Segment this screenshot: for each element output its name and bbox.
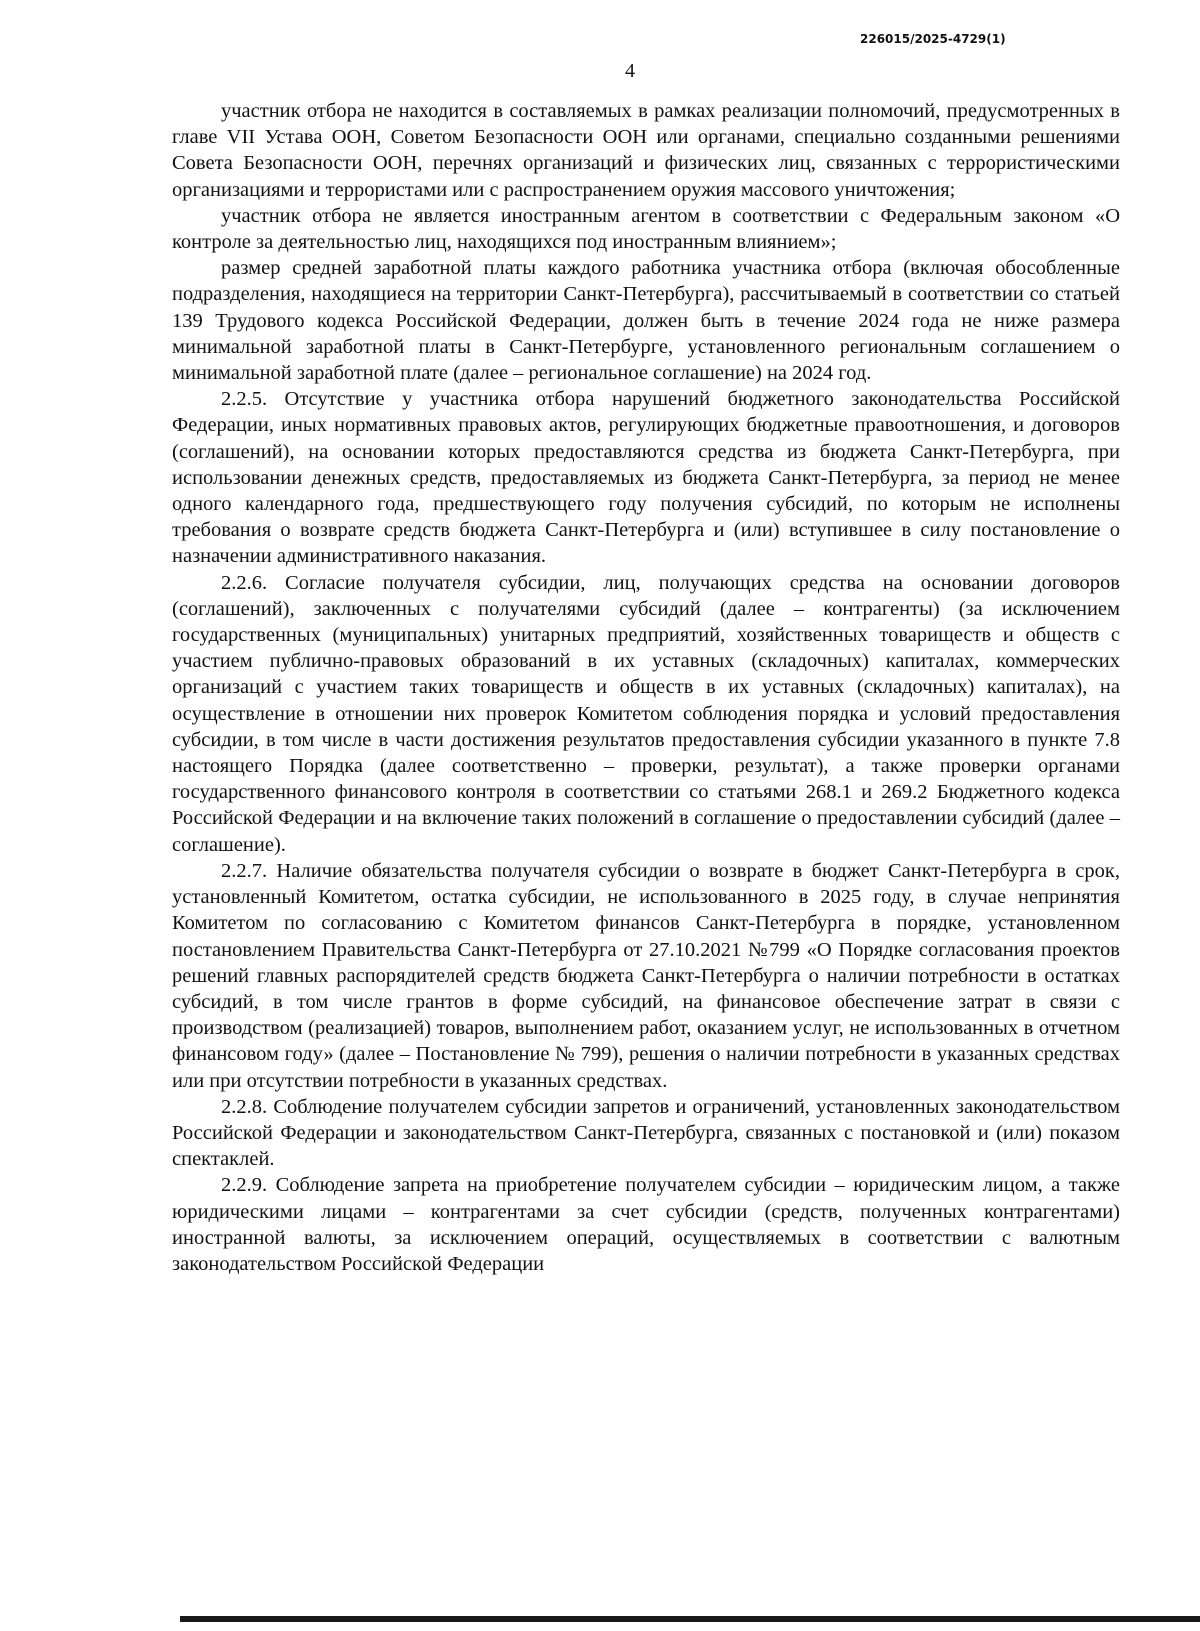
paragraph-2-2-5: 2.2.5. Отсутствие у участника отбора нарушений бюджетного законодательства Российской Федерации, иных нормативных правовых актов, регулирующих бюджетные правоотношения, и договоров (соглашений), на основании которых предоставляются средства из бюджета Санкт-Петербурга, при использовании денежных средств, предоставляемых из бюджета Санкт-Петербурга, за период не менее одного календарного года, предшествующего году получения субсидий, по которым не исполнены требования о возврате средств бюджета Санкт-Петербурга и (или) вступившее в силу постановление о назначении административного наказания. <box>172 388 1120 568</box>
scan-bottom-edge <box>180 1616 1200 1622</box>
paragraph-2-2-7: 2.2.7. Наличие обязательства получателя субсидии о возврате в бюджет Санкт-Петербурга в срок, установленный Комитетом, остатка субсидии, не использованного в 2025 году, в случае непринятия Комитетом по согласованию с Комитетом финансов Санкт-Петербурга в порядке, установленном постановлением Правительства Санкт-Петербурга от 27.10.2021 №799 «О Порядке согласования проектов решений главных распорядителей средств бюджета Санкт-Петербурга о наличии потребности в остатках субсидий, в том числе грантов в форме субсидий, на финансовое обеспечение затрат в связи с производством (реализацией) товаров, выполнением работ, оказанием услуг, не использованных в отчетном финансовом году» (далее – Постановление № 799), решения о наличии потребности в указанных средствах или при отсутствии потребности в указанных средствах. <box>172 859 1120 1092</box>
page-number: 4 <box>625 60 635 82</box>
paragraph-2-2-8: 2.2.8. Соблюдение получателем субсидии запретов и ограничений, установленных законодательством Российской Федерации и законодательством Санкт-Петербурга, связанных с постановкой и (или) показом спектаклей. <box>172 1095 1120 1171</box>
paragraph-foreign-agent: участник отбора не является иностранным агентом в соответствии с Федеральным законом «О контроле за деятельностью лиц, находящихся под иностранным влиянием»; <box>172 204 1120 254</box>
paragraph-un-sanctions: участник отбора не находится в составляемых в рамках реализации полномочий, предусмотренных в главе VII Устава ООН, Советом Безопасности ООН или органами, специально созданными решениями Совета Безопасности ООН, перечнях организаций и физических лиц, связанных с террористическими организациями и террористами или с распространением оружия массового уничтожения; <box>172 100 1120 201</box>
paragraph-2-2-9: 2.2.9. Соблюдение запрета на приобретение получателем субсидии – юридическим лицом, а также юридическими лицами – контрагентами за счет субсидии (средств, полученных контрагентами) иностранной валюты, за исключением операций, осуществляемых в соответствии с валютным законодательством Российской Федерации <box>172 1174 1120 1275</box>
paragraph-2-2-6: 2.2.6. Согласие получателя субсидии, лиц, получающих средства на основании договоров (соглашений), заключенных с получателями субсидий (далее – контрагенты) (за исключением государственных (муниципальных) унитарных предприятий, хозяйственных товариществ и обществ с участием публично-правовых образований в их уставных (складочных) капиталах, коммерческих организаций с участием таких товариществ и обществ в их уставных (складочных) капиталах), на осуществление в отношении них проверок Комитетом соблюдения порядка и условий предоставления субсидии, в том числе в части достижения результатов предоставления субсидии указанного в пункте 7.8 настоящего Порядка (далее соответственно – проверки, результат), а также проверки органами государственного финансового контроля в соответствии со статьями 268.1 и 269.2 Бюджетного кодекса Российской Федерации и на включение таких положений в соглашение о предоставлении субсидий (далее – соглашение). <box>172 571 1120 856</box>
document-body <box>172 98 1120 1277</box>
document-number: 226015/2025-4729(1) <box>860 32 1006 46</box>
paragraph-average-salary: размер средней заработной платы каждого работника участника отбора (включая обособленные подразделения, находящиеся на территории Санкт-Петербурга), рассчитываемый в соответствии со статьей 139 Трудового кодекса Российской Федерации, должен быть в течение 2024 года не ниже размера минимальной заработной платы в Санкт-Петербурге, установленного региональным соглашением о минимальной заработной плате (далее – региональное соглашение) на 2024 год. <box>172 257 1120 385</box>
